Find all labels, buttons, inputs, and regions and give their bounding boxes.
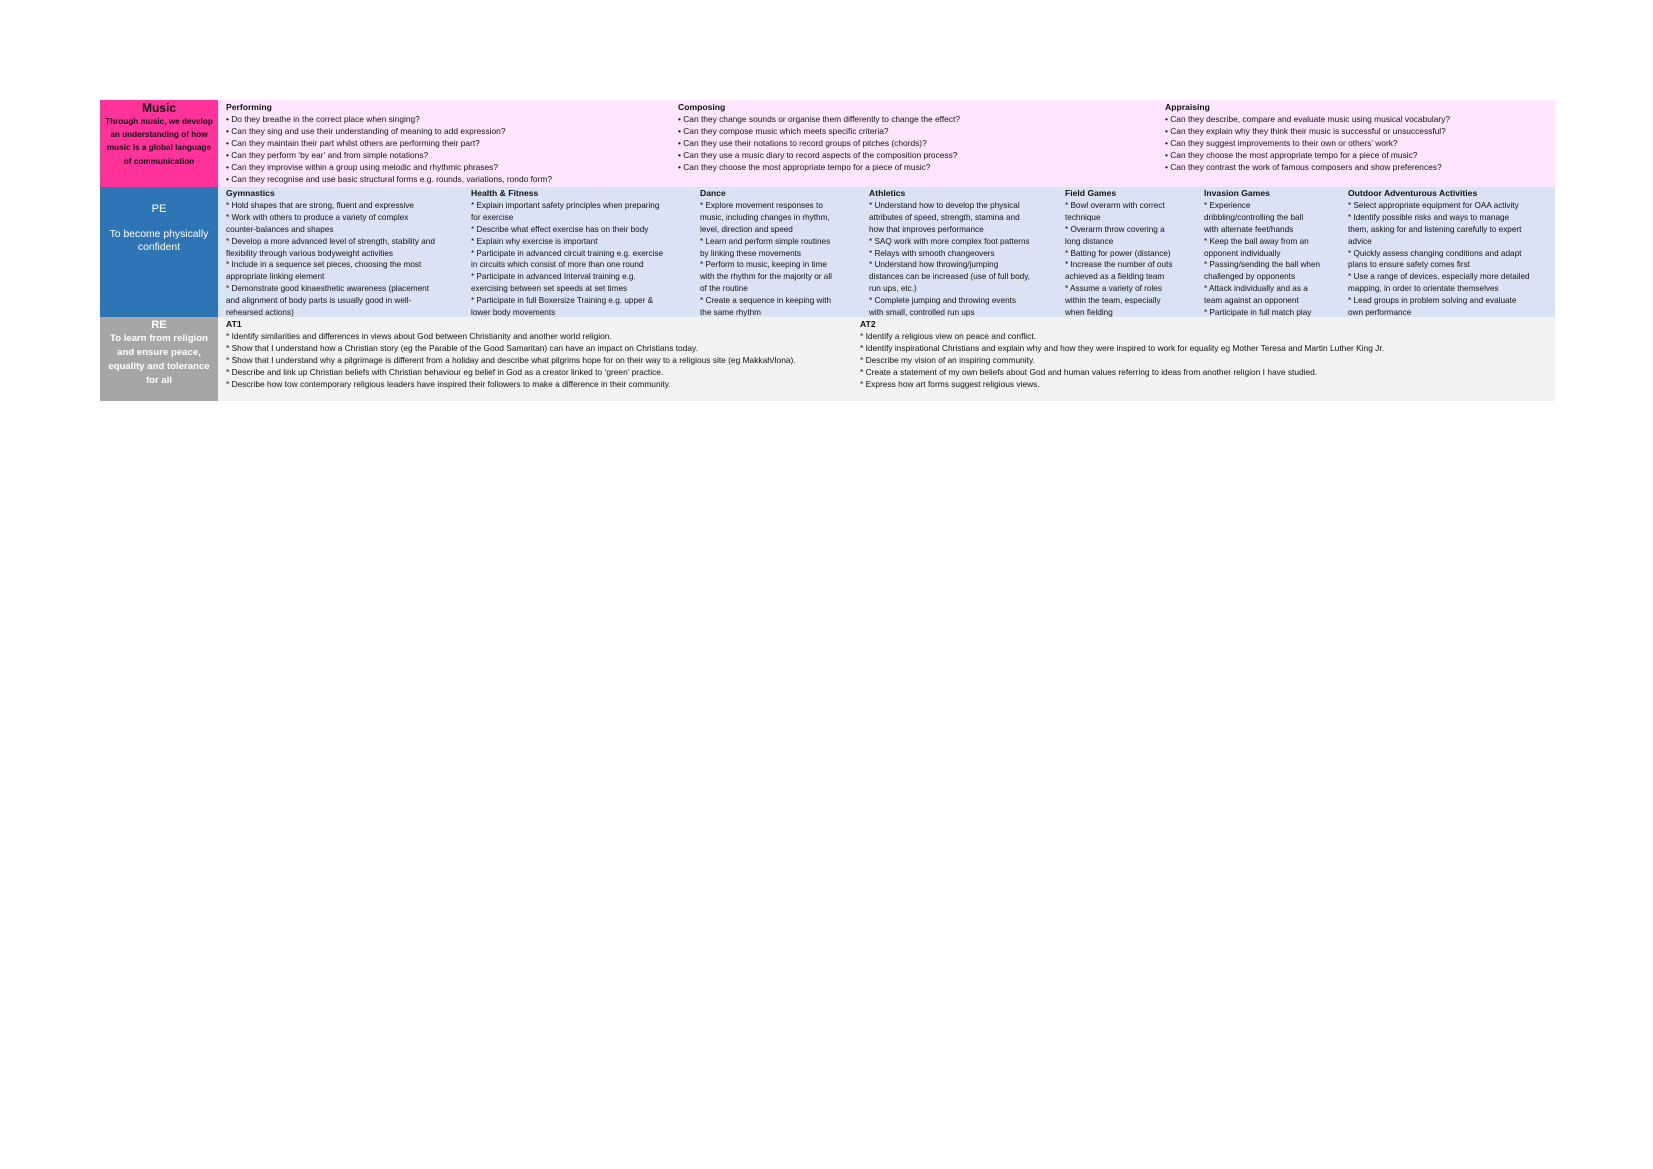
re-row bbox=[100, 317, 1555, 401]
list-item: * Develop a more advanced level of strength, stability and bbox=[226, 236, 435, 246]
list-item: * Explain why exercise is important bbox=[471, 236, 598, 246]
list-item: * Complete jumping and throwing events bbox=[869, 296, 1017, 306]
list-item: * Describe my vision of an inspiring community. bbox=[860, 355, 1035, 365]
pe-subtitle: To become physically confident bbox=[109, 229, 209, 253]
list-item: * Participate in full Boxersize Training e.g. upper & bbox=[471, 296, 654, 306]
list-item: * Include in a sequence set pieces, choosing the most bbox=[226, 260, 422, 270]
list-item: * Describe what effect exercise has on their body bbox=[471, 224, 649, 234]
column-heading: Field Games bbox=[1065, 188, 1117, 198]
list-item: * Identify inspirational Christians and explain why and how they were inspired to work for equality eg Mother Teresa and Martin Luther King Jr. bbox=[860, 343, 1385, 353]
list-item: * Use a range of devices, especially more detailed bbox=[1348, 272, 1530, 282]
list-item: * Participate in advanced Interval training e.g. bbox=[471, 272, 636, 282]
pe-row bbox=[100, 187, 1555, 317]
list-item: technique bbox=[1065, 212, 1101, 222]
list-item: * Passing/sending the ball when bbox=[1204, 260, 1321, 270]
list-item: how that improves performance bbox=[869, 224, 984, 234]
column-heading: AT1 bbox=[226, 319, 242, 329]
list-item: * Show that I understand why a pilgrimage is different from a holiday and describe what pilgrims hope for on their way to a religious site (eg Makkah/Iona). bbox=[226, 355, 796, 365]
list-item: * Show that I understand how a Christian story (eg the Parable of the Good Samaritan) can have an impact on Christians today. bbox=[226, 343, 698, 353]
list-item: counter-balances and shapes bbox=[226, 224, 334, 234]
pe-content bbox=[218, 187, 1555, 317]
music-appraising bbox=[1157, 100, 1555, 187]
list-item: * Assume a variety of roles bbox=[1065, 284, 1162, 294]
list-item: plans to ensure safety comes first bbox=[1348, 260, 1470, 270]
list-item: * Understand how throwing/jumping bbox=[869, 260, 999, 270]
column-heading: AT2 bbox=[860, 319, 876, 329]
list-item: • Can they perform ‘by ear’ and from simple notations? bbox=[226, 150, 429, 160]
pe-label bbox=[100, 187, 218, 317]
list-item: • Can they use a music diary to record aspects of the composition process? bbox=[678, 150, 958, 160]
list-item: attributes of speed, strength, stamina and bbox=[869, 212, 1020, 222]
list-item: * Describe and link up Christian beliefs with Christian behaviour eg belief in God as a creator linked to ‘green’ practice. bbox=[226, 367, 664, 377]
pe-outdoor-adventurous bbox=[1340, 187, 1555, 317]
list-item: run ups, etc.) bbox=[869, 284, 917, 294]
list-item: * Participate in advanced circuit training e.g. exercise bbox=[471, 248, 664, 258]
list-item: when fielding bbox=[1065, 308, 1113, 317]
re-label bbox=[100, 317, 218, 401]
list-item: with the rhythm for the majority or all bbox=[700, 272, 832, 282]
music-label bbox=[100, 100, 218, 187]
list-item: * Select appropriate equipment for OAA activity bbox=[1348, 200, 1519, 210]
list-item: • Can they sing and use their understanding of meaning to add expression? bbox=[226, 126, 506, 136]
pe-title: PE bbox=[151, 203, 167, 215]
list-item: • Can they change sounds or organise them differently to change the effect? bbox=[678, 114, 960, 124]
column-heading: Dance bbox=[700, 188, 726, 198]
list-item: for exercise bbox=[471, 212, 514, 222]
list-item: * Bowl overarm with correct bbox=[1065, 200, 1165, 210]
list-item: * Overarm throw covering a bbox=[1065, 224, 1165, 234]
list-item: exercising between set speeds at set times bbox=[471, 284, 628, 294]
pe-health-fitness bbox=[463, 187, 692, 317]
list-item: them, asking for and listening carefully to expert bbox=[1348, 224, 1522, 234]
list-item: own performance bbox=[1348, 308, 1412, 317]
music-row bbox=[100, 100, 1555, 187]
column-heading: Health & Fitness bbox=[471, 188, 539, 198]
music-composing bbox=[670, 100, 1157, 187]
list-item: mapping, in order to orientate themselves bbox=[1348, 284, 1499, 294]
list-item: of the routine bbox=[700, 284, 748, 294]
list-item: • Do they breathe in the correct place when singing? bbox=[226, 114, 420, 124]
list-item: * Learn and perform simple routines bbox=[700, 236, 831, 246]
list-item: • Can they improvise within a group using melodic and rhythmic phrases? bbox=[226, 162, 498, 172]
list-item: * Participate in full match play bbox=[1204, 308, 1312, 317]
list-item: * Identify similarities and differences in views about God between Christianity and another world religion. bbox=[226, 331, 612, 341]
list-item: * Work with others to produce a variety of complex bbox=[226, 212, 409, 222]
list-item: * Quickly assess changing conditions and adapt bbox=[1348, 248, 1522, 258]
list-item: * Demonstrate good kinaesthetic awareness (placement bbox=[226, 284, 429, 294]
list-item: * Attack individually and as a bbox=[1204, 284, 1308, 294]
re-content bbox=[218, 317, 1555, 401]
curriculum-table bbox=[100, 100, 1555, 401]
list-item: • Can they maintain their part whilst others are performing their part? bbox=[226, 138, 480, 148]
list-item: within the team, especially bbox=[1065, 296, 1161, 306]
music-subtitle: Through music, we develop an understanding of how music is a global language of communication bbox=[105, 117, 213, 166]
list-item: * Describe how tow contemporary religious leaders have inspired their followers to make a difference in their community. bbox=[226, 379, 671, 389]
list-item: * Express how art forms suggest religious views. bbox=[860, 379, 1040, 389]
column-heading: Performing bbox=[226, 102, 272, 112]
list-item: * Perform to music, keeping in time bbox=[700, 260, 827, 270]
list-item: • Can they explain why they think their music is successful or unsuccessful? bbox=[1165, 126, 1446, 136]
list-item: team against an opponent bbox=[1204, 296, 1299, 306]
list-item: * Experience bbox=[1204, 200, 1251, 210]
pe-invasion-games bbox=[1196, 187, 1340, 317]
list-item: by linking these movements bbox=[700, 248, 802, 258]
music-title: Music bbox=[141, 101, 176, 115]
list-item: • Can they describe, compare and evaluate music using musical vocabulary? bbox=[1165, 114, 1451, 124]
list-item: * Explain important safety principles when preparing bbox=[471, 200, 660, 210]
column-heading: Gymnastics bbox=[226, 188, 275, 198]
list-item: • Can they choose the most appropriate tempo for a piece of music? bbox=[678, 162, 931, 172]
re-at2 bbox=[852, 317, 1555, 401]
list-item: * Relays with smooth changeovers bbox=[869, 248, 995, 258]
list-item: • Can they compose music which meets specific criteria? bbox=[678, 126, 889, 136]
list-item: and alignment of body parts is usually good in well- bbox=[226, 296, 412, 306]
list-item: music, including changes in rhythm, bbox=[700, 212, 830, 222]
list-item: * Lead groups in problem solving and evaluate bbox=[1348, 296, 1517, 306]
list-item: * Batting for power (distance) bbox=[1065, 248, 1171, 258]
list-item: appropriate linking element bbox=[226, 272, 325, 282]
list-item: in circuits which consist of more than one round bbox=[471, 260, 644, 270]
list-item: challenged by opponents bbox=[1204, 272, 1296, 282]
list-item: * Create a statement of my own beliefs about God and human values referring to ideas from another religion I have studied. bbox=[860, 367, 1318, 377]
list-item: • Can they recognise and use basic structural forms e.g. rounds, variations, rondo form? bbox=[226, 174, 552, 184]
column-heading: Athletics bbox=[869, 188, 906, 198]
list-item: flexibility through various bodyweight activities bbox=[226, 248, 394, 258]
list-item: achieved as a fielding team bbox=[1065, 272, 1165, 282]
list-item: • Can they choose the most appropriate tempo for a piece of music? bbox=[1165, 150, 1418, 160]
list-item: rehearsed actions) bbox=[226, 308, 294, 317]
re-subtitle: To learn from religion and ensure peace, equality and tolerance for all bbox=[108, 333, 210, 386]
list-item: dribbling/controlling the ball bbox=[1204, 212, 1304, 222]
list-item: * Hold shapes that are strong, fluent and expressive bbox=[226, 200, 414, 210]
list-item: long distance bbox=[1065, 236, 1114, 246]
list-item: * Understand how to develop the physical bbox=[869, 200, 1020, 210]
list-item: • Can they use their notations to record groups of pitches (chords)? bbox=[678, 138, 927, 148]
list-item: level, direction and speed bbox=[700, 224, 793, 234]
pe-dance bbox=[692, 187, 861, 317]
list-item: the same rhythm bbox=[700, 308, 761, 317]
list-item: * Keep the ball away from an bbox=[1204, 236, 1309, 246]
pe-gymnastics bbox=[218, 187, 463, 317]
list-item: • Can they suggest improvements to their own or others’ work? bbox=[1165, 138, 1398, 148]
music-performing bbox=[218, 100, 670, 187]
list-item: distances can be increased (use of full body, bbox=[869, 272, 1030, 282]
list-item: * Create a sequence in keeping with bbox=[700, 296, 832, 306]
list-item: with small, controlled run ups bbox=[869, 308, 975, 317]
pe-athletics bbox=[861, 187, 1057, 317]
list-item: • Can they contrast the work of famous composers and show preferences? bbox=[1165, 162, 1442, 172]
list-item: advice bbox=[1348, 236, 1372, 246]
column-heading: Appraising bbox=[1165, 102, 1210, 112]
list-item: * Identify a religious view on peace and conflict. bbox=[860, 331, 1036, 341]
list-item: * SAQ work with more complex foot patterns bbox=[869, 236, 1030, 246]
list-item: * Identify possible risks and ways to manage bbox=[1348, 212, 1510, 222]
column-heading: Composing bbox=[678, 102, 726, 112]
list-item: * Explore movement responses to bbox=[700, 200, 823, 210]
re-at1 bbox=[218, 317, 852, 401]
list-item: * Increase the number of outs bbox=[1065, 260, 1173, 270]
list-item: with alternate feet/hands bbox=[1204, 224, 1294, 234]
pe-field-games bbox=[1057, 187, 1196, 317]
re-title: RE bbox=[151, 319, 167, 331]
list-item: lower body movements bbox=[471, 308, 556, 317]
column-heading: Invasion Games bbox=[1204, 188, 1270, 198]
list-item: opponent individually bbox=[1204, 248, 1281, 258]
music-content bbox=[218, 100, 1555, 187]
column-heading: Outdoor Adventurous Activities bbox=[1348, 188, 1478, 198]
